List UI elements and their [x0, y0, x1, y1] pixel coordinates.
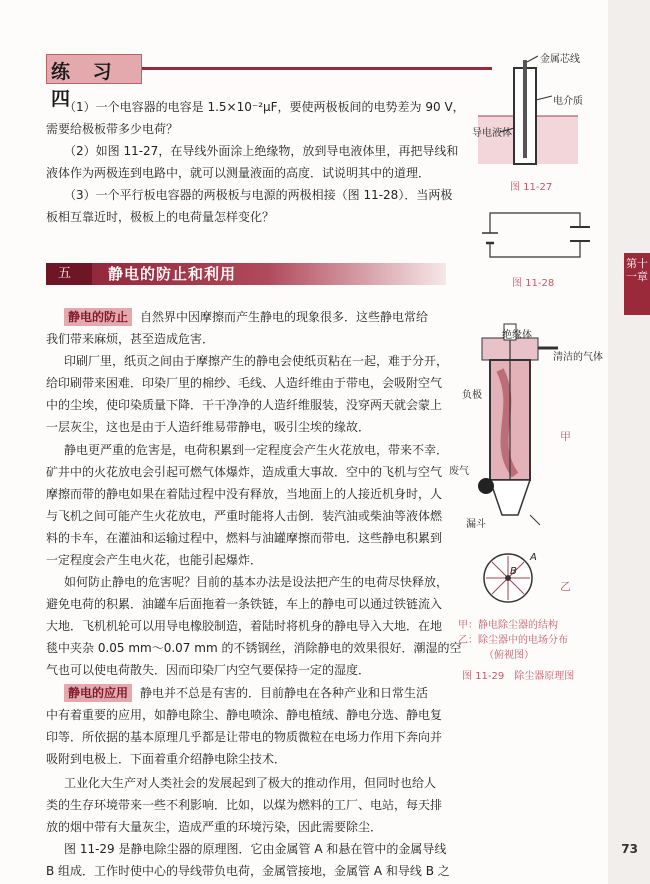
label-liquid: 导电液体 — [472, 128, 512, 139]
body-p3-line-2: 矿井中的火花放电会引起可燃气体爆炸，造成重大事故．空中的飞机与空气 — [46, 465, 443, 479]
waste-gas-inlet — [478, 478, 494, 494]
body-p4-line-1: 如何防止静电的危害呢？目前的基本办法是设法把产生的电荷尽快释放， — [64, 575, 449, 589]
body-p6-line-2: 类的生存环境带来一些不利影响．比如，以煤为燃料的工厂、电站，每天排 — [46, 798, 443, 812]
body-p3-line-5: 料的卡车，在灌油和运输过程中，燃料与油罐摩擦而带电．这些静电积累到 — [46, 531, 443, 545]
figure-11-28 — [480, 205, 590, 265]
exercise-item-2-line-1: （2）如图 11-27，在导线外面涂上绝缘物，放到导电液体里，再把导线和 — [64, 144, 459, 158]
label-insulator: 绝缘体 — [502, 330, 532, 341]
exercise-title-box — [46, 54, 142, 110]
exercise-item-1-line-2: 需要给极板带多少电荷？ — [46, 122, 179, 136]
exercise-item-3-line-2: 板相互靠近时，极板上的电荷量怎样变化？ — [46, 210, 275, 224]
body-p5-line-3: 印等．所依据的基本原理几乎都是让带电的物质微粒在电场力作用下奔向并 — [46, 730, 443, 744]
ground-wire — [530, 515, 540, 525]
exercise-rule — [142, 67, 492, 70]
body-p5-line-2: 中有着重要的应用，如静电除尘、静电喷涂、静电植绒、静电分选、静电复 — [46, 708, 443, 722]
exercise-item-3-line-1: （3）一个平行板电容器的两极板与电源的两极相接（图 11-28）．当两极 — [64, 188, 453, 202]
body-p1-line-1 — [64, 306, 428, 328]
label-dielectric: 电介质 — [553, 96, 583, 107]
exercise-item-2-line-2: 液体作为两极连到电路中，就可以测量液面的高度．试说明其中的道理． — [46, 166, 431, 180]
legend-line-3: （俯视图） — [484, 650, 534, 661]
body-p2-line-2: 给印刷带来困难．印染厂里的棉纱、毛线、人造纤维由于带电，会吸附空气 — [46, 376, 443, 390]
tag-application: 静电的应用 — [64, 684, 132, 702]
body-p2-line-3: 中的尘埃，使印染质量下降．干干净净的人造纤维服装，没穿两天就会蒙上 — [46, 398, 443, 412]
page-number: 73 — [621, 842, 638, 856]
metal-core — [523, 60, 527, 158]
caption-11-28: 图 11-28 — [512, 278, 555, 289]
label-waste-gas: 废气 — [449, 466, 469, 477]
wire-leader — [527, 56, 538, 62]
body-p5-text: 静电并不总是有害的．目前静电在各种产业和日常生活 — [140, 686, 429, 700]
body-p2-line-1: 印刷厂里，纸页之间由于摩擦产生的静电会使纸页粘在一起，难于分开， — [64, 354, 449, 368]
body-p3-line-1: 静电更严重的危害是，电荷积累到一定程度会产生火花放电，带来不幸． — [64, 443, 449, 457]
body-p5-line-4: 吸附到电极上．下面着重介绍静电除尘技术． — [46, 752, 287, 766]
body-p6-line-1: 工业化大生产对人类社会的发展起到了极大的推动作用，但同时也给人 — [64, 776, 437, 790]
body-p7-line-2: B 组成．工作时使中心的导线带负电荷，金属管接地，金属管 A 和导线 B 之 — [46, 864, 450, 878]
body-p5-line-1 — [64, 682, 428, 704]
body-p7-line-1: 图 11-29 是静电除尘器的原理图．它由金属管 A 和悬在管中的金属导线 — [64, 842, 447, 856]
legend-line-2: 乙：除尘器中的电场分布 — [458, 635, 568, 646]
chapter-tab: 第十一章 — [624, 253, 650, 315]
section-title: 静电的防止和利用 — [108, 265, 237, 283]
section-number: 五 — [58, 266, 72, 281]
label-jia: 甲 — [560, 430, 571, 443]
body-p3-line-4: 与飞机之间可能产生火花放电，严重时能将人击倒．装汽油或柴油等液体燃 — [46, 509, 443, 523]
body-p4-line-4: 毯中夹杂 0.05 mm～0.07 mm 的不锈钢丝，消除静电的效果很好．潮湿的空 — [46, 641, 462, 655]
label-clean-gas: 清洁的气体 — [553, 352, 603, 363]
label-wire: 金属芯线 — [540, 54, 580, 65]
dielectric-leader — [536, 96, 552, 100]
label-cathode: 负极 — [462, 390, 482, 401]
body-p6-line-3: 放的烟中带有大量灰尘，造成严重的环境污染，因此需要除尘． — [46, 820, 383, 834]
body-p1-text: 自然界中因摩擦而产生静电的现象很多．这些静电常给 — [140, 310, 429, 324]
caption-11-27: 图 11-27 — [510, 182, 553, 193]
funnel — [490, 480, 530, 515]
body-p4-line-5: 气也可以使电荷散失．因而印染厂内空气要保持一定的湿度． — [46, 663, 371, 677]
legend-line-1: 甲：静电除尘器的结构 — [458, 620, 558, 631]
label-A: A — [530, 552, 537, 563]
circuit-top-wire — [490, 213, 580, 233]
label-funnel: 漏斗 — [466, 519, 486, 530]
exercise-item-1-line-1: （1）一个电容器的电容是 1.5×10⁻²μF，要使两极板间的电势差为 90 V， — [64, 100, 465, 114]
body-p2-line-4: 一层灰尘，这也是由于人造纤维易带静电，吸引尘埃的缘故． — [46, 420, 371, 434]
body-p1-line-2: 我们带来麻烦，甚至造成危害． — [46, 332, 215, 346]
figure-11-29-field — [478, 548, 538, 608]
body-p4-line-3: 大地．飞机机轮可以用导电橡胶制造，着陆时将机身的静电导入大地．在地 — [46, 619, 443, 633]
page-edge-strip — [608, 0, 650, 884]
label-yi: 乙 — [560, 580, 571, 593]
body-p3-line-6: 一定程度会产生电火花，也能引起爆炸． — [46, 553, 263, 567]
body-p3-line-3: 摩擦而带的静电如果在着陆过程中没有释放，当地面上的人接近机身时，人 — [46, 487, 443, 501]
circuit-bottom-wire — [490, 241, 580, 257]
tag-prevention: 静电的防止 — [64, 308, 132, 326]
label-B: B — [510, 566, 517, 577]
exercise-title: 练 习 四 — [51, 61, 120, 110]
body-p4-line-2: 避免电荷的积累．油罐车后面拖着一条铁链，车上的静电可以通过铁链流入 — [46, 597, 443, 611]
caption-11-29: 图 11-29 除尘器原理图 — [462, 671, 575, 682]
section-header — [46, 263, 446, 285]
